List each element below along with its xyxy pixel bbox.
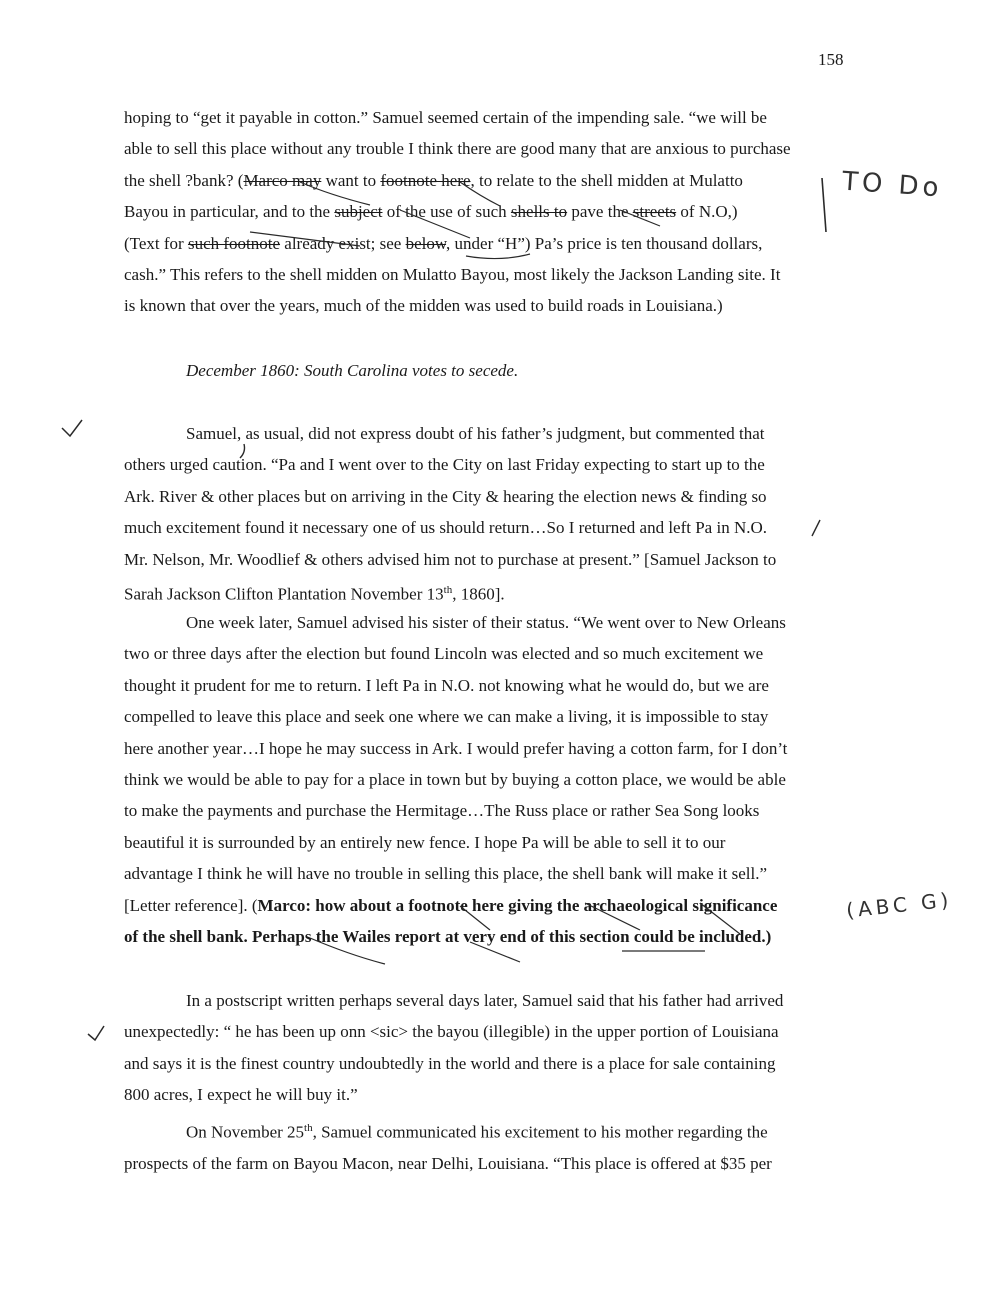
text-line bbox=[124, 196, 854, 227]
paragraph-3 bbox=[124, 607, 854, 952]
struck-text: such footnote bbox=[187, 233, 281, 253]
text-run: , 1860]. bbox=[452, 584, 505, 604]
text-run: [Letter reference]. ( bbox=[124, 895, 258, 915]
text-line bbox=[124, 228, 854, 259]
text-line: Samuel, as usual, did not express doubt of his father’s judgment, but commented that bbox=[186, 424, 765, 443]
text-run: already exist; see bbox=[280, 233, 406, 253]
text-line: cash.” This refers to the shell midden on Mulatto Bayou, most likely the Jackson Landing site. It bbox=[124, 265, 781, 285]
text-line: to make the payments and purchase the Hermitage…The Russ place or rather Sea Song looks bbox=[124, 801, 760, 821]
bold-note: Marco: how about a footnote here giving the archaeological significance bbox=[257, 895, 778, 915]
text-run: Sarah Jackson Clifton Plantation November 13 bbox=[124, 584, 444, 604]
text-run: (Text for bbox=[124, 233, 188, 253]
checkmark-icon bbox=[88, 1026, 104, 1040]
text-line bbox=[124, 165, 854, 196]
superscript: th bbox=[304, 1122, 313, 1134]
section-heading bbox=[124, 355, 854, 386]
text-run: Bayou in particular, and to the bbox=[124, 202, 335, 222]
text-line: Mr. Nelson, Mr. Woodlief & others advised him not to purchase at present.” [Samuel Jackson to bbox=[124, 549, 777, 569]
text-line: compelled to leave this place and seek one where we can make a living, it is impossible to stay bbox=[124, 707, 769, 727]
text-line: Ark. River & other places but on arriving in the City & hearing the election news & finding so bbox=[124, 486, 767, 506]
struck-text: subject bbox=[334, 202, 383, 222]
page-number: 158 bbox=[818, 50, 844, 69]
struck-text: below bbox=[405, 233, 447, 253]
text-line: and says it is the finest country undoubtedly in the world and there is a place for sale containing bbox=[124, 1053, 776, 1073]
paragraph-2 bbox=[124, 418, 854, 610]
text-run: of N.O,) bbox=[676, 202, 738, 222]
heading-text: December 1860: South Carolina votes to secede. bbox=[186, 361, 519, 380]
text-line: thought it prudent for me to return. I left Pa in N.O. not knowing what he would do, but we are bbox=[124, 675, 769, 695]
text-run: of the use of such bbox=[382, 202, 511, 222]
text-line: able to sell this place without any trouble I think there are good many that are anxious to purchase bbox=[124, 139, 791, 159]
text-line: is known that over the years, much of the midden was used to build roads in Louisiana.) bbox=[124, 296, 723, 316]
text-line: In a postscript written perhaps several days later, Samuel said that his father had arrived bbox=[186, 991, 784, 1010]
struck-text: Marco may bbox=[243, 170, 322, 190]
handwritten-margin-note: (ABC G) bbox=[845, 887, 954, 923]
paragraph-5 bbox=[124, 1113, 854, 1179]
text-line: prospects of the farm on Bayou Macon, near Delhi, Louisiana. “This place is offered at $35 per bbox=[124, 1154, 772, 1174]
bold-note-line: of the shell bank. Perhaps the Wailes report at very end of this section could be included.) bbox=[124, 927, 772, 947]
struck-text: streets bbox=[632, 202, 677, 222]
text-run: , under “H”) Pa’s price is ten thousand dollars, bbox=[446, 233, 763, 253]
text-line: unexpectedly: “ he has been up onn <sic> the bayou (illegible) in the upper portion of Louisiana bbox=[124, 1022, 779, 1042]
text-line bbox=[124, 575, 854, 610]
text-line: others urged caution. “Pa and I went over to the City on last Friday expecting to start up to the bbox=[124, 455, 765, 475]
text-line: One week later, Samuel advised his sister of their status. “We went over to New Orleans bbox=[186, 613, 786, 632]
paragraph-4 bbox=[124, 985, 854, 1111]
text-run: , Samuel communicated his excitement to his mother regarding the bbox=[312, 1122, 768, 1142]
paragraph-1 bbox=[124, 102, 854, 322]
text-run: want to bbox=[321, 170, 381, 190]
superscript: th bbox=[443, 584, 453, 597]
text-line bbox=[124, 890, 854, 921]
text-run: , to relate to the shell midden at Mulatto bbox=[470, 170, 743, 190]
text-line: think we would be able to pay for a place in town but by buying a cotton place, we would be able bbox=[124, 770, 786, 790]
text-line: much excitement found it necessary one of us should return…So I returned and left Pa in N.O. bbox=[124, 518, 768, 538]
text-line: 800 acres, I expect he will buy it.” bbox=[124, 1085, 358, 1105]
text-line bbox=[124, 1113, 854, 1148]
text-run: pave the bbox=[567, 202, 633, 222]
struck-text: footnote here bbox=[380, 170, 471, 190]
text-run: On November 25 bbox=[186, 1122, 305, 1142]
handwritten-margin-note: TO Do bbox=[841, 166, 944, 204]
checkmark-icon bbox=[62, 420, 82, 436]
text-line: here another year…I hope he may success in Ark. I would prefer having a cotton farm, for I don’t bbox=[124, 738, 788, 758]
text-line: hoping to “get it payable in cotton.” Samuel seemed certain of the impending sale. “we will be bbox=[124, 108, 767, 127]
struck-text: shells to bbox=[510, 202, 568, 222]
text-run: the shell ?bank? ( bbox=[124, 170, 244, 190]
text-line: beautiful it is surrounded by an entirely new fence. I hope Pa will be able to sell it to our bbox=[124, 832, 726, 852]
text-line: advantage I think he will have no trouble in selling this place, the shell bank will make it sell.” bbox=[124, 864, 768, 884]
text-line: two or three days after the election but found Lincoln was elected and so much excitement we bbox=[124, 644, 764, 664]
